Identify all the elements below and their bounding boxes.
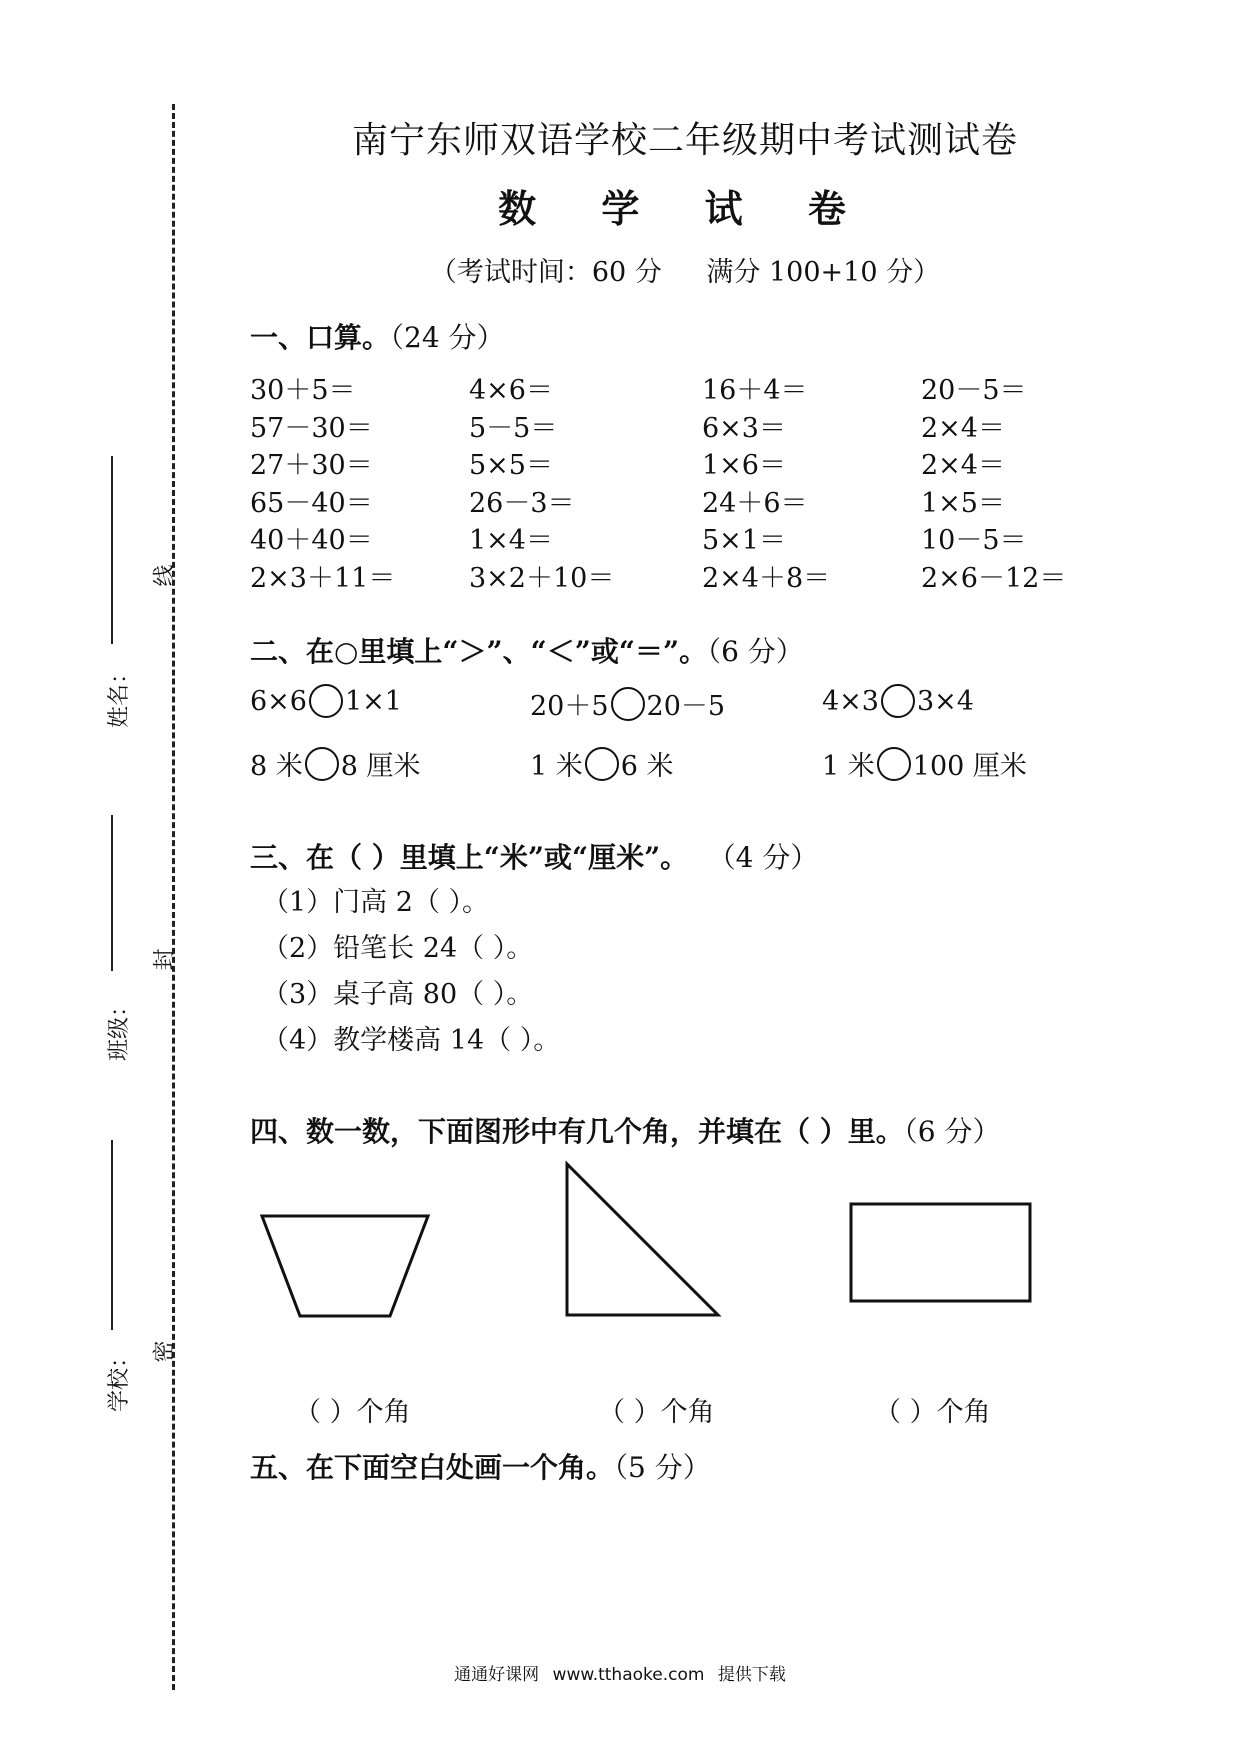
calc-item: 2×6－12＝	[921, 562, 1067, 594]
calc-item: 6×3＝	[702, 412, 786, 444]
calc-item: 2×4＝	[921, 412, 1005, 444]
footer-site-name: 通通好课网	[454, 1665, 540, 1685]
calc-item: 2×4＝	[921, 450, 1005, 482]
footer-url[interactable]: www.tthaoke.com	[552, 1665, 705, 1685]
angle-count-answer[interactable]: （ ）个角	[874, 1397, 991, 1428]
section-title-text: 五、在下面空白处画一个角。	[250, 1451, 615, 1484]
calc-item: 1×6＝	[702, 450, 786, 482]
compare-left: 20＋5	[530, 691, 609, 722]
calc-item: 2×4＋8＝	[702, 562, 831, 594]
compare-left: 8 米	[250, 751, 303, 782]
compare-right: 3×4	[916, 685, 974, 717]
section-points: （6 分）	[707, 635, 804, 668]
angle-count-answer[interactable]: （ ）个角	[294, 1397, 411, 1428]
exam-time: （考试时间：60 分	[429, 257, 662, 288]
section-points: （5 分）	[614, 1451, 711, 1484]
calc-item: 24＋6＝	[702, 487, 808, 519]
angle-count-answer[interactable]: （ ）个角	[598, 1397, 715, 1428]
section-title-text: 二、在○里填上“＞”、“＜”或“＝”。	[250, 635, 708, 668]
section-points: （6 分）	[903, 1115, 1001, 1148]
compare-right: 6 米	[620, 751, 674, 782]
seal-char-line: 线	[152, 564, 178, 587]
exam-full-score: 满分 100+10 分）	[706, 257, 941, 288]
calc-item: 2×3＋11＝	[250, 562, 396, 594]
compare-left: 6×6	[250, 685, 307, 717]
calc-item: 1×4＝	[469, 525, 553, 557]
calc-item: 27＋30＝	[250, 450, 373, 482]
calc-item: 5－5＝	[469, 412, 558, 444]
fill-item[interactable]: （4）教学楼高 14（ ）。	[262, 1025, 561, 1056]
fill-item[interactable]: （2）铅笔长 24（ ）。	[262, 933, 534, 964]
calc-item: 4×6＝	[469, 375, 553, 406]
compare-right: 100 厘米	[912, 751, 1027, 782]
calc-item: 57－30＝	[250, 412, 373, 444]
calc-item: 65－40＝	[250, 487, 373, 519]
page-footer	[0, 1660, 1240, 1685]
exam-title: 南宁东师双语学校二年级期中考试测试卷	[351, 120, 1018, 161]
section-5-title	[250, 1446, 711, 1486]
compare-left: 1 米	[822, 751, 875, 782]
compare-right: 1×1	[344, 685, 402, 717]
exam-subject: 数 学 试 卷	[498, 186, 872, 231]
calc-item: 1×5＝	[921, 487, 1005, 519]
seal-char-secret: 密	[152, 1340, 178, 1363]
trapezoid-shape	[262, 1216, 428, 1316]
section-title-text: 四、数一数，下面图形中有几个角，并填在（ ）里。	[250, 1115, 904, 1148]
school-label: 学校：	[107, 1345, 132, 1412]
calc-item: 26－3＝	[469, 487, 575, 519]
section-title-text: 一、口算。	[250, 321, 391, 354]
compare-right: 8 厘米	[340, 751, 421, 782]
calc-item: 20－5＝	[921, 375, 1027, 406]
calc-item: 5×5＝	[469, 450, 553, 482]
fill-item[interactable]: （1）门高 2（ ）。	[262, 887, 490, 918]
rectangle-shape	[851, 1204, 1030, 1301]
calc-item: 16＋4＝	[702, 375, 808, 406]
seal-char-seal: 封	[152, 948, 178, 971]
footer-suffix: 提供下载	[717, 1665, 786, 1685]
class-label: 班级：	[107, 994, 132, 1061]
calc-item: 40＋40＝	[250, 525, 373, 557]
section-points: （24 分）	[390, 321, 505, 354]
calc-item: 5×1＝	[702, 525, 786, 557]
compare-left: 1 米	[530, 751, 583, 782]
compare-right: 20－5	[646, 691, 726, 722]
section-title-text: 三、在（ ）里填上“米”或“厘米”。	[250, 841, 689, 874]
compare-left: 4×3	[822, 685, 879, 717]
fill-item[interactable]: （3）桌子高 80（ ）。	[262, 979, 534, 1010]
calc-item: 10－5＝	[921, 525, 1027, 557]
calc-item: 30＋5＝	[250, 375, 356, 406]
name-label: 姓名：	[107, 661, 132, 728]
calc-item: 3×2＋10＝	[469, 562, 615, 594]
right-triangle-shape	[567, 1164, 718, 1315]
section-points: （4 分）	[707, 841, 819, 874]
